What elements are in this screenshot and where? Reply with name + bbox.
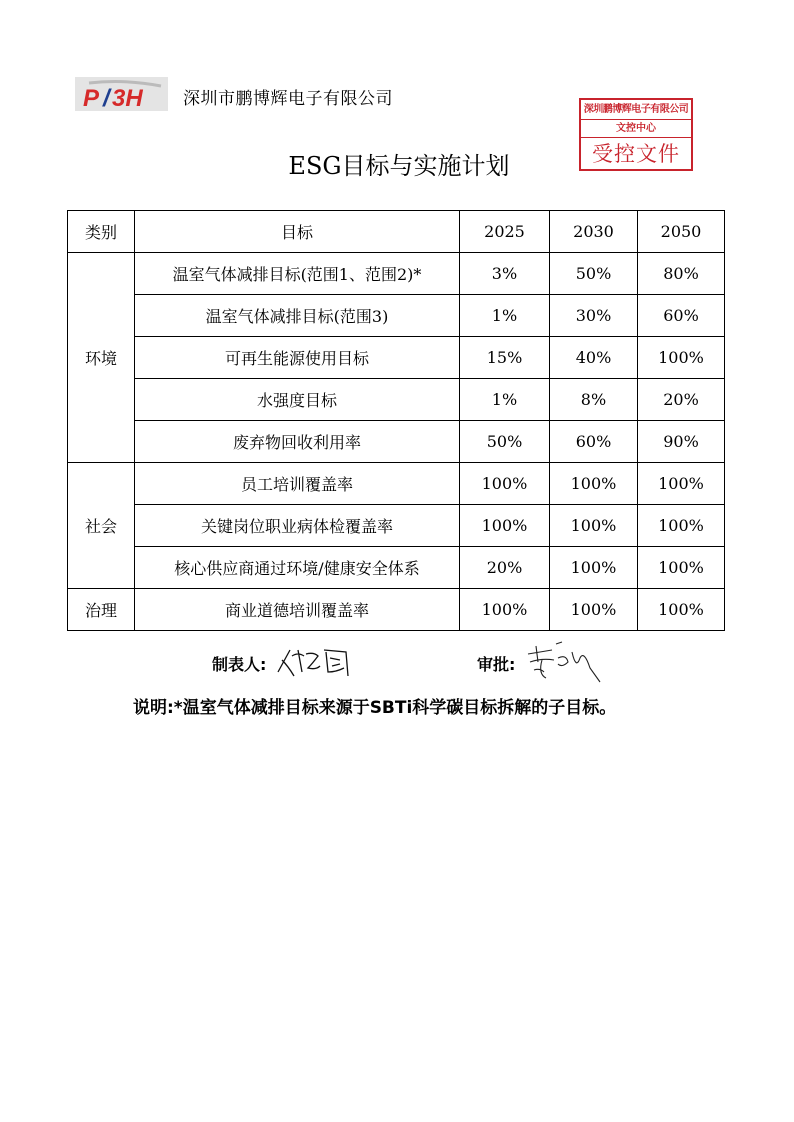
title-text: ESG目标与实施计划 <box>288 152 510 180</box>
value-2025: 100% <box>460 463 550 505</box>
stamp-line-2: 文控中心 <box>581 120 691 138</box>
value-2050: 100% <box>638 505 725 547</box>
table-row <box>68 421 725 463</box>
table-row <box>68 463 725 505</box>
value-2030: 8% <box>550 379 638 421</box>
value-2030: 100% <box>550 589 638 631</box>
value-2050: 100% <box>638 463 725 505</box>
value-2050: 100% <box>638 547 725 589</box>
stamp-line-3: 受控文件 <box>592 142 680 166</box>
company-logo <box>75 77 168 111</box>
value-2025: 100% <box>460 589 550 631</box>
target-cell: 可再生能源使用目标 <box>135 337 460 379</box>
value-2030: 100% <box>550 505 638 547</box>
table-header-row <box>68 211 725 253</box>
header-2030: 2030 <box>550 211 638 253</box>
value-2030: 40% <box>550 337 638 379</box>
value-2050: 100% <box>638 337 725 379</box>
company-name: 深圳市鹏博辉电子有限公司 <box>183 89 393 109</box>
table-row <box>68 379 725 421</box>
target-cell: 商业道德培训覆盖率 <box>135 589 460 631</box>
page-title <box>0 146 794 181</box>
approved-by-signature <box>522 640 606 686</box>
value-2030: 50% <box>550 253 638 295</box>
table-row <box>68 253 725 295</box>
value-2050: 20% <box>638 379 725 421</box>
value-2025: 50% <box>460 421 550 463</box>
value-2030: 100% <box>550 463 638 505</box>
target-cell: 温室气体减排目标(范围1、范围2)* <box>135 253 460 295</box>
table-row <box>68 589 725 631</box>
value-2025: 20% <box>460 547 550 589</box>
table-row <box>68 547 725 589</box>
approved-by-label: 审批: <box>477 655 516 674</box>
table-row <box>68 505 725 547</box>
value-2050: 100% <box>638 589 725 631</box>
target-cell: 关键岗位职业病体检覆盖率 <box>135 505 460 547</box>
value-2050: 60% <box>638 295 725 337</box>
header-category: 类别 <box>68 211 135 253</box>
category-cell: 社会 <box>68 463 135 589</box>
category-cell: 治理 <box>68 589 135 631</box>
table-row <box>68 337 725 379</box>
prepared-by-signature <box>268 642 352 680</box>
footnote: 说明:*温室气体减排目标来源于SBTi科学碳目标拆解的子目标。 <box>133 698 617 718</box>
value-2030: 60% <box>550 421 638 463</box>
value-2030: 100% <box>550 547 638 589</box>
value-2025: 100% <box>460 505 550 547</box>
header-target: 目标 <box>135 211 460 253</box>
value-2050: 80% <box>638 253 725 295</box>
target-cell: 员工培训覆盖率 <box>135 463 460 505</box>
value-2025: 1% <box>460 379 550 421</box>
stamp-line-1: 深圳鹏博辉电子有限公司 <box>581 100 691 120</box>
target-cell: 废弃物回收利用率 <box>135 421 460 463</box>
category-cell: 环境 <box>68 253 135 463</box>
svg-text:3H: 3H <box>112 85 143 111</box>
value-2025: 1% <box>460 295 550 337</box>
svg-text:/: / <box>103 85 110 111</box>
value-2030: 30% <box>550 295 638 337</box>
target-cell: 温室气体减排目标(范围3) <box>135 295 460 337</box>
value-2050: 90% <box>638 421 725 463</box>
target-cell: 水强度目标 <box>135 379 460 421</box>
header-2050: 2050 <box>638 211 725 253</box>
header-2025: 2025 <box>460 211 550 253</box>
value-2025: 3% <box>460 253 550 295</box>
esg-targets-table <box>67 210 725 631</box>
prepared-by-label: 制表人: <box>212 655 267 674</box>
svg-text:P: P <box>83 85 100 111</box>
target-cell: 核心供应商通过环境/健康安全体系 <box>135 547 460 589</box>
table-row <box>68 295 725 337</box>
value-2025: 15% <box>460 337 550 379</box>
